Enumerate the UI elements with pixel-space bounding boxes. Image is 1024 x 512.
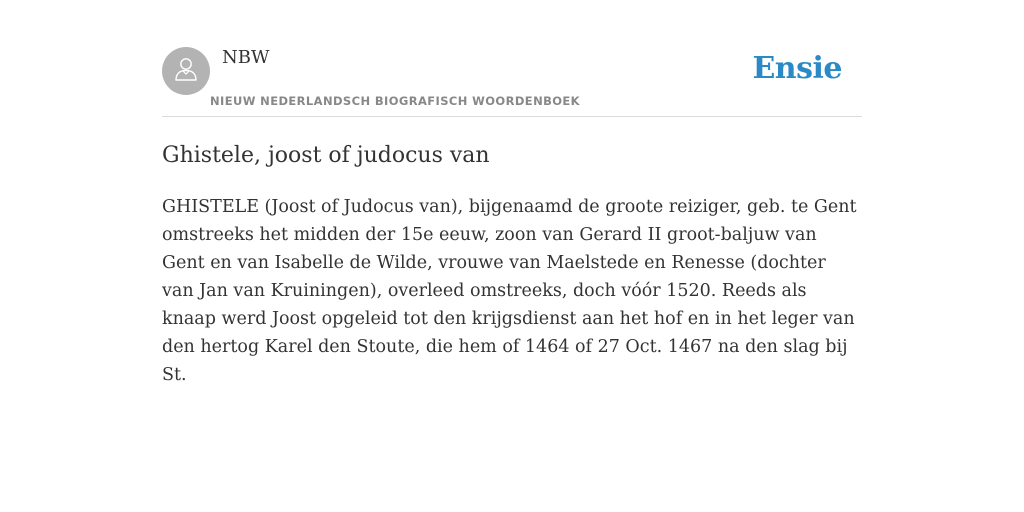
entry-card	[162, 0, 862, 389]
entry-title: Ghistele, joost of judocus van	[162, 143, 490, 168]
entry-body: GHISTELE (Joost of Judocus van), bijgenaamd de groote reiziger, geb. te Gent omstreeks het midden der 15e eeuw, zoon van Gerard II groot-baljuw van Gent en van Isabelle de Wilde, vrouwe van Maelstede en Renesse (dochter van Jan van Kruiningen), overleed omstreeks, doch vóór 1520. Reeds als knaap werd Joost opgeleid tot den krijgsdienst aan het hof en in het leger van den hertog Karel den Stoute, die hem of 1464 of 27 Oct. 1467 na den slag bij St.	[162, 197, 857, 385]
avatar[interactable]	[162, 47, 210, 95]
source-full-name: NIEUW NEDERLANDSCH BIOGRAFISCH WOORDENBOEK	[210, 94, 580, 108]
user-icon	[172, 55, 200, 87]
brand-logo[interactable]: Ensie	[752, 51, 842, 86]
entry-header	[162, 0, 862, 117]
source-abbreviation[interactable]: NBW	[222, 47, 270, 68]
